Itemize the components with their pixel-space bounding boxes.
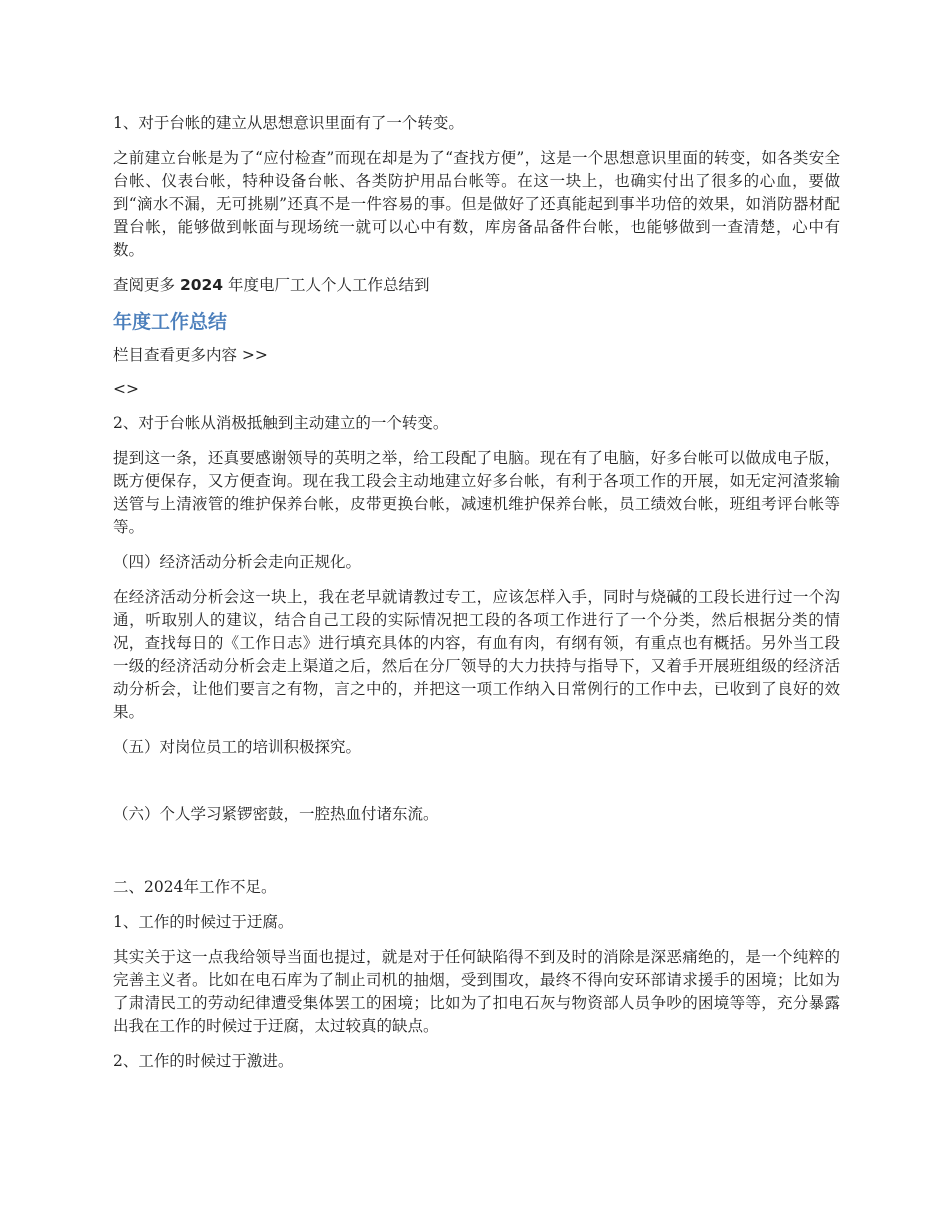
section1-title: 1、对于台帐的建立从思想意识里面有了一个转变。	[113, 114, 464, 132]
deficiency1-body: 其实关于这一点我给领导当面也提过，就是对于任何缺陷得不到及时的消除是深恶痛绝的，是一个纯粹的完善主义者。比如在电石库为了制止司机的抽烟，受到围攻，最终不得向安环部请求援手的困境；比如为了肃清民工的劳动纪律遭受集体罢工的困境；比如为了扣电石灰与物资部人员争吵的困境等等，充分暴露出我在工作的时候过于迂腐，太过较真的缺点。	[113, 948, 840, 1035]
deficiency1-title: 1、工作的时候过于迂腐。	[113, 913, 294, 931]
more-link-year: 2024	[179, 276, 224, 294]
brackets-text: <>	[113, 380, 139, 398]
section6-title: （六）个人学习紧锣密鼓，一腔热血付诸东流。	[113, 805, 439, 823]
section2-body: 提到这一条，还真要感谢领导的英明之举，给工段配了电脑。现在有了电脑，好多台帐可以做成电子版，既方便保存，又方便查询。现在我工段会主动地建立好多台帐，有利于各项工作的开展，如无定河渣浆输送管与上清液管的维护保养台帐，皮带更换台帐，减速机维护保养台帐，员工绩效台帐，班组考评台帐等等。	[113, 449, 840, 536]
more-link-suffix: 年度电厂工人个人工作总结到	[228, 276, 430, 294]
part2-title: 二、2024年工作不足。	[113, 878, 277, 896]
section4-body: 在经济活动分析会这一块上，我在老早就请教过专工，应该怎样入手，同时与烧碱的工段长进行过一个沟通，听取别人的建议，结合自己工段的实际情况把工段的各项工作进行了一个分类，然后根据分类的情况，查找每日的《工作日志》进行填充具体的内容，有血有肉，有纲有领，有重点也有概括。另外当工段一级的经济活动分析会走上渠道之后，然后在分厂领导的大力扶持与指导下，又着手开展班组级的经济活动分析会，让他们要言之有物，言之中的，并把这一项工作纳入日常例行的工作中去，已收到了良好的效果。	[113, 588, 840, 721]
section1-body: 之前建立台帐是为了“应付检查”而现在却是为了“查找方便”，这是一个思想意识里面的转变，如各类安全台帐、仪表台帐，特种设备台帐、各类防护用品台帐等。在这一块上，也确实付出了很多的心血，要做到“滴水不漏，无可挑剔”还真不是一件容易的事。但是做好了还真能起到事半功倍的效果，如消防器材配置台帐，能够做到帐面与现场统一就可以心中有数，库房备品备件台帐，也能够做到一查清楚，心中有数。	[113, 149, 840, 259]
section4-title: （四）经济活动分析会走向正规化。	[113, 553, 362, 571]
more-articles-link[interactable]	[113, 274, 840, 297]
section2-title: 2、对于台帐从消极抵触到主动建立的一个转变。	[113, 414, 449, 432]
document-page	[113, 112, 840, 1085]
more-link-prefix: 查阅更多	[113, 276, 176, 294]
section5-title: （五）对岗位员工的培训积极探究。	[113, 738, 362, 756]
column-more-link[interactable]: 栏目查看更多内容 >>	[113, 346, 268, 364]
annual-summary-heading[interactable]: 年度工作总结	[113, 311, 228, 333]
deficiency2-title: 2、工作的时候过于激进。	[113, 1052, 294, 1070]
